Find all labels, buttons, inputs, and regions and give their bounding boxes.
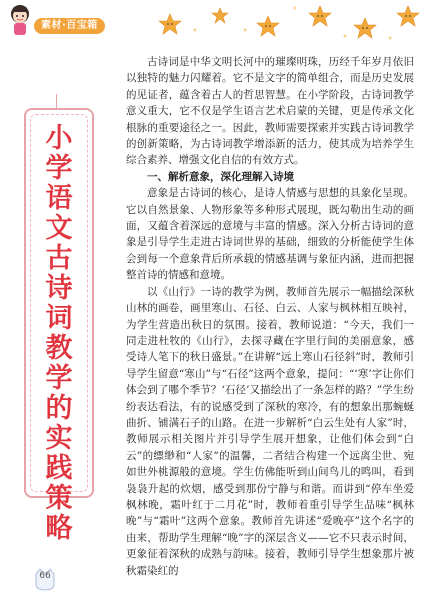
- article-body: [126, 54, 414, 579]
- girl-avatar-icon: [7, 3, 33, 37]
- title-char: 实: [45, 423, 73, 454]
- title-char: 践: [45, 453, 73, 484]
- page-number: 66: [39, 571, 51, 581]
- title-char: 古: [45, 243, 73, 274]
- title-char: 教: [45, 333, 73, 364]
- title-char: 语: [45, 183, 73, 214]
- article-title: [26, 124, 92, 544]
- title-char: 略: [45, 513, 73, 544]
- title-char: 策: [45, 483, 73, 514]
- section-tag: 素材·百宝箱: [34, 18, 105, 34]
- body-paragraph: 以《山行》一诗的教学为例，教师首先展示一幅描绘深秋山林的画卷，画里寒山、石径、白云、人家与枫林相互映衬，为学生营造出秋日的氛围。接着，教师说道：“今天，我们一同走进杜牧的《山行》，去探寻藏在字里行间的美丽意象，感受诗人笔下的秋日盛景。”在讲解“远上寒山石径斜”时，教师引导学生留意“寒山”与“石径”这两个意象，提问：“‘寒’字让你们体会到了哪个季节？‘石径’又描绘出了一条怎样的路？”学生纷纷表达看法，有的说感受到了深秋的寒冷，有的想象出那蜿蜒曲折、铺满石子的山路。在进一步解析“白云生处有人家”时，教师展示相关图片并引导学生展开想象，让他们体会到“白云”的缥缈和“人家”的温馨，二者结合构建一个远离尘世、宛如世外桃源般的意境。学生仿佛能听到山间鸟儿的鸣叫，看到袅袅升起的炊烟，感受到那份宁静与和谐。而讲到“停车坐爱枫林晚，霜叶红于二月花”时，教师着重引导学生品味“枫林晚”与“霜叶”这两个意象。教师首先讲述“爱晚亭”这个名字的由来，帮助学生理解“晚”字的深层含义——它不只表示时间，更象征着深秋的成熟与韵味。接着，教师引导学生想象那片被秋霜染红的: [126, 285, 414, 577]
- section-heading: 一、解析意象，深化理解入诗境: [147, 170, 294, 183]
- title-char: 的: [45, 393, 73, 424]
- intro-paragraph: 古诗词是中华文明长河中的璀璨明珠，历经千年岁月依旧以独特的魅力闪耀着。它不是文字的简单组合，而是历史发展的见证者，蕴含着古人的哲思智慧。在小学阶段，古诗词教学意义重大，它不仅是学生语言艺术启蒙的关键，更是传承文化根脉的重要途径之一。因此，教师需要探索并实践古诗词教学的创新策略，为古诗词教学增添新的活力，使其成为培养学生综合素养、增强文化自信的有效方式。: [126, 56, 414, 167]
- page-header: [0, 0, 427, 44]
- frame-hanger: [56, 94, 63, 110]
- title-char: 词: [45, 303, 73, 334]
- body-paragraph: 意象是古诗词的核心，是诗人情感与思想的具象化呈现。它以自然景象、人物形象等多种形式展现，既勾勒出生动的画面，又蕴含着深远的意境与丰富的情感。深入分析古诗词的意象是引导学生走进古诗词世界的基础，细致的分析能使学生体会到每一个意象背后所承载的情感基调与象征内涵，进而把握整首诗的情感和意境。: [126, 187, 414, 282]
- stars-decoration-icon: [150, 0, 427, 48]
- title-char: 学: [45, 153, 73, 184]
- title-char: 学: [45, 363, 73, 394]
- title-char: 诗: [45, 273, 73, 304]
- title-char: 小: [45, 123, 73, 154]
- title-char: 文: [45, 213, 73, 244]
- vertical-title-frame: [24, 108, 94, 544]
